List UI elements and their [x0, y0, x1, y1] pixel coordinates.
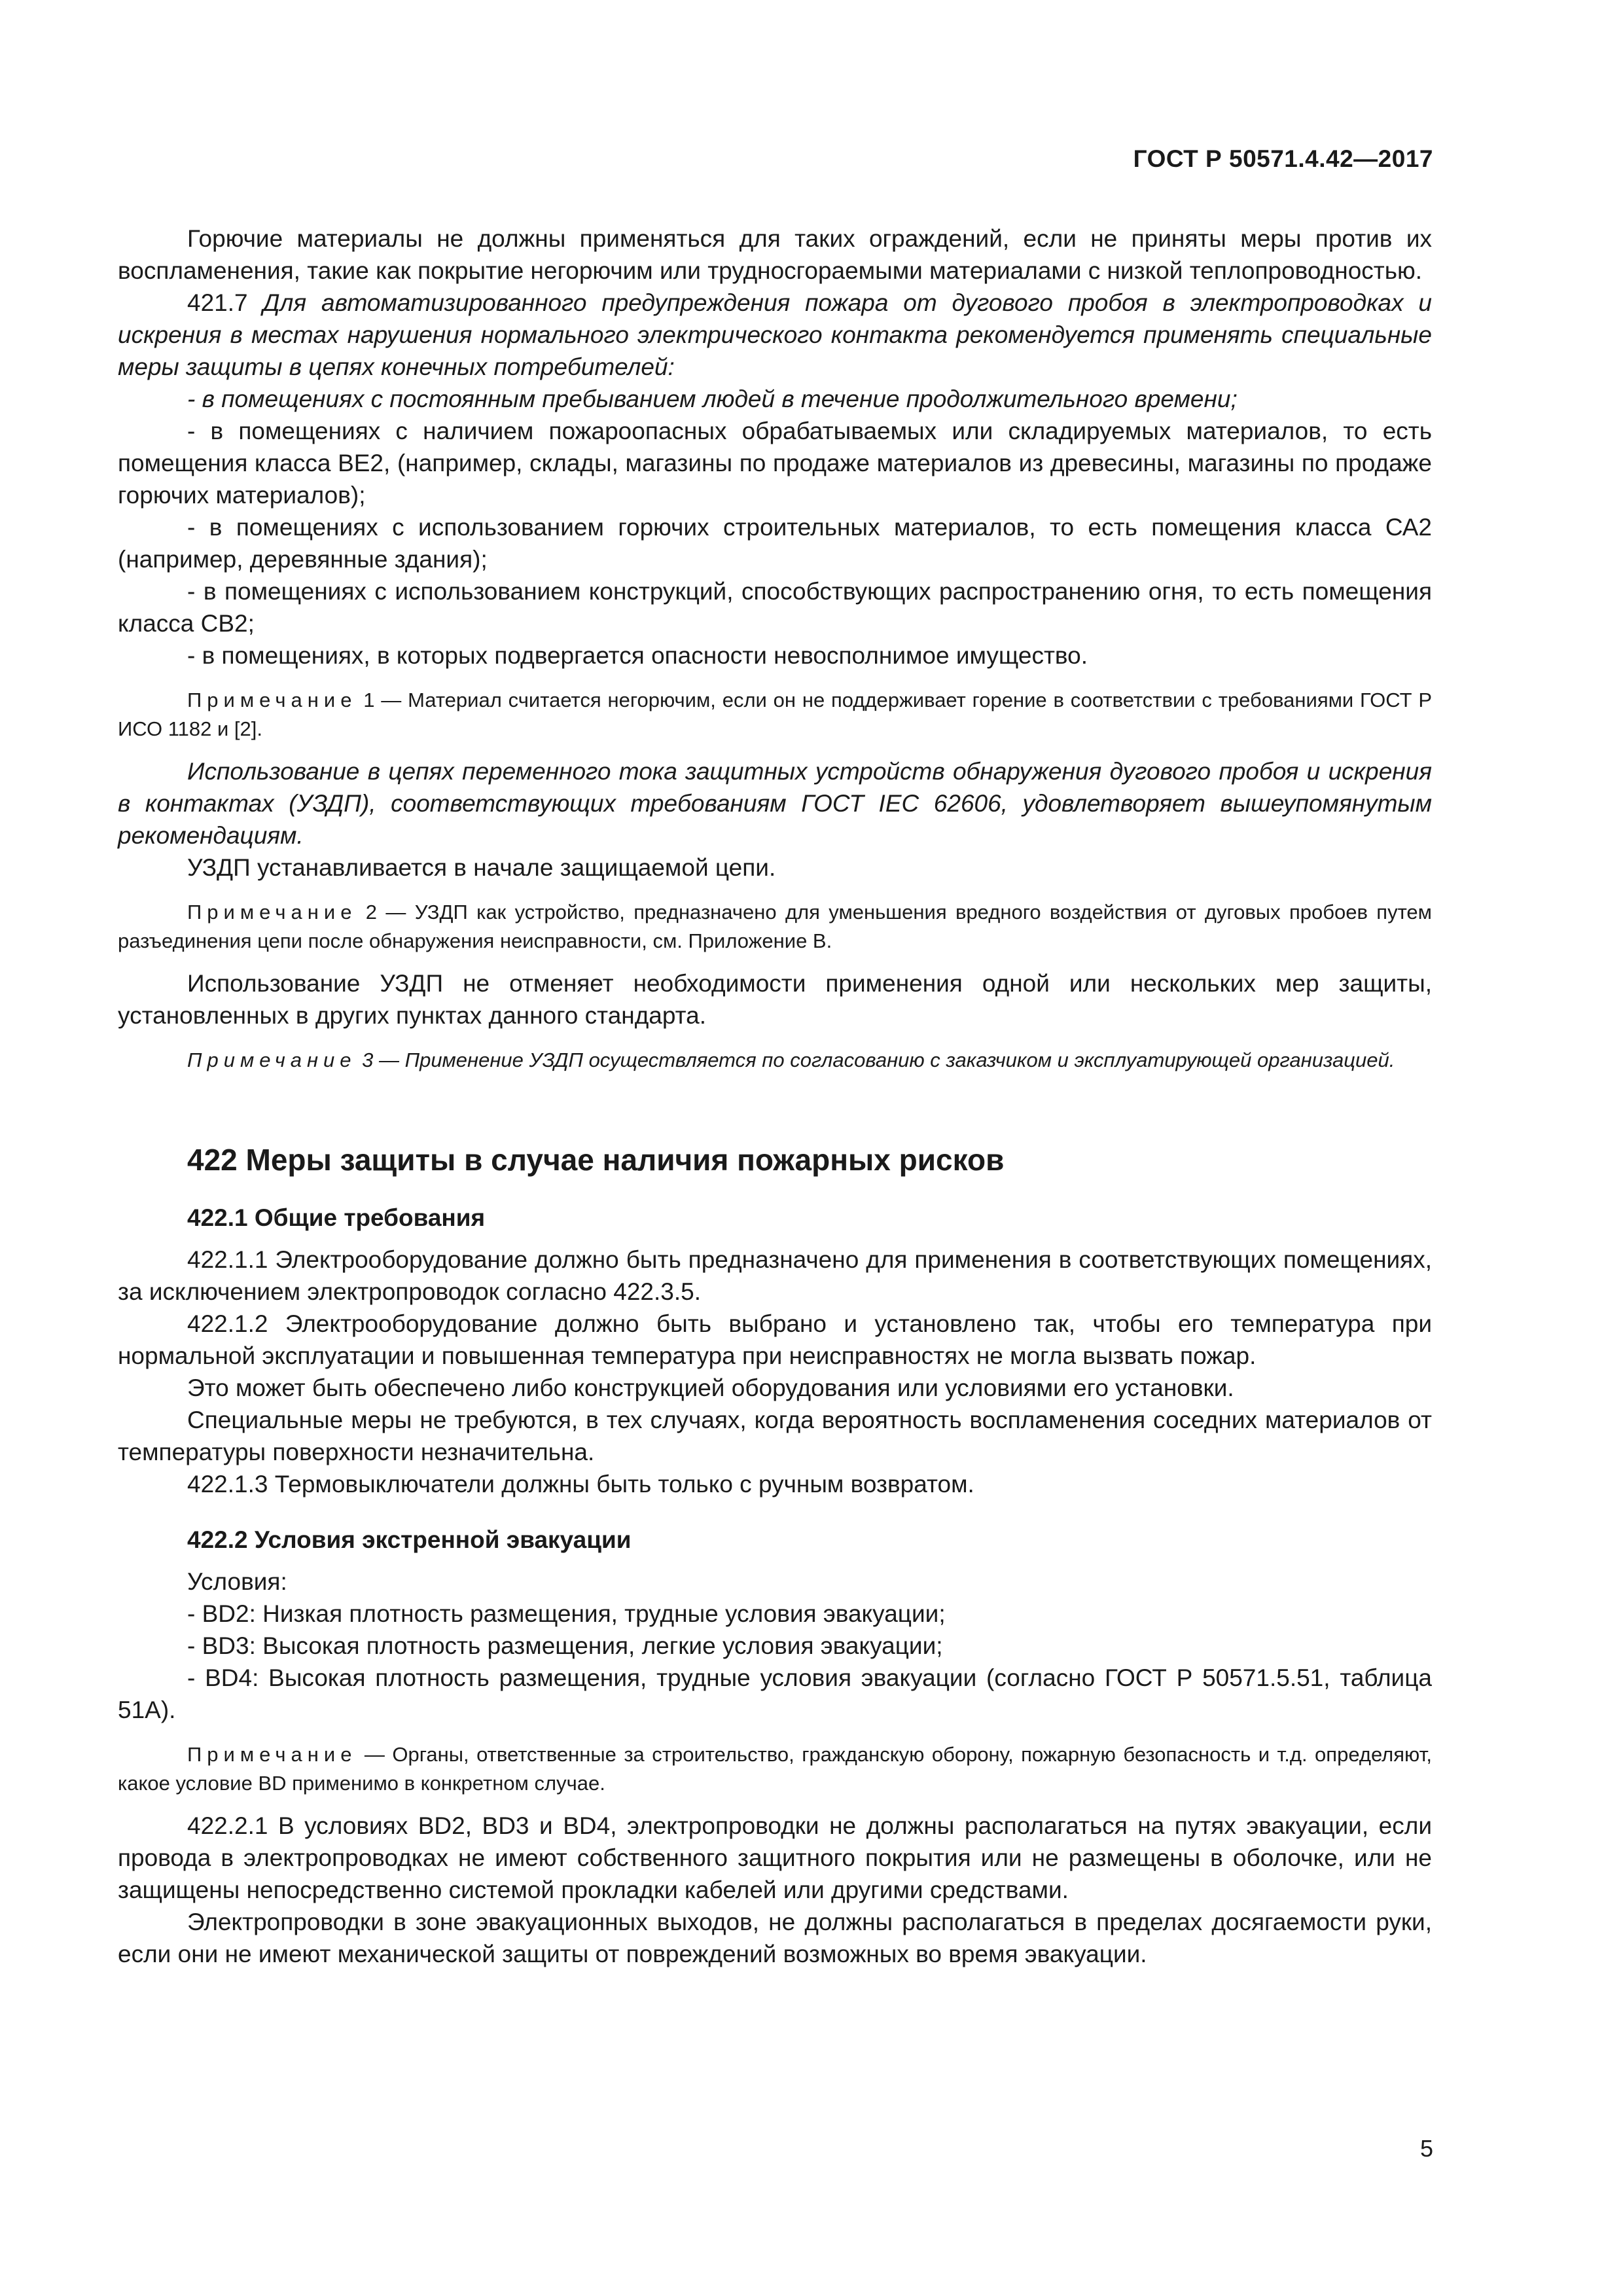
list-item: - в помещениях с наличием пожароопасных обрабатываемых или складируемых материалов, то есть помещения класса ВЕ2, (например, склады, магазины по продаже материалов из древесины, магазины по продаже горючих материалов); — [118, 418, 1432, 509]
note-3 — [118, 1046, 1432, 1075]
list-item: - в помещениях с использованием конструкций, способствующих распространению огня, то есть помещения класса СВ2; — [118, 578, 1432, 637]
note-text: 1 — Материал считается негорючим, если он не поддерживает горение в соответствии с требованиями ГОСТ Р ИСО 1182 и [2]. — [118, 689, 1432, 740]
paragraph: 422.1.3 Термовыключатели должны быть только с ручным возвратом. — [187, 1471, 974, 1498]
document-body — [118, 223, 1432, 1970]
note-label: Примечание — [187, 1743, 357, 1766]
paragraph: 422.1.2 Электрооборудование должно быть выбрано и установлено так, чтобы его температура при нормальной эксплуатации и повышенная температура при неисправностях не могла вызвать пожар. — [118, 1310, 1432, 1369]
paragraph: Использование УЗДП не отменяет необходимости применения одной или нескольких мер защиты, установленных в других пунктах данного стандарта. — [118, 970, 1432, 1029]
subsection-heading-422-2: 422.2 Условия экстренной эвакуации — [187, 1526, 632, 1553]
paragraph: Специальные меры не требуются, в тех случаях, когда вероятность воспламенения соседних материалов от температуры поверхности незначительна. — [118, 1407, 1432, 1465]
list-item: - в помещениях с использованием горючих строительных материалов, то есть помещения класса СА2 (например, деревянные здания); — [118, 514, 1432, 573]
note-text: — Органы, ответственные за строительство, гражданскую оборону, пожарную безопасность и т.д. определяют, какое условие BD применимо в конкретном случае. — [118, 1743, 1432, 1795]
paragraph: УЗДП устанавливается в начале защищаемой цепи. — [187, 854, 776, 881]
list-item: - в помещениях с постоянным пребыванием людей в течение продолжительного времени; — [187, 386, 1238, 412]
note-text: 3 — Применение УЗДП осуществляется по согласованию с заказчиком и эксплуатирующей организацией. — [356, 1049, 1395, 1071]
paragraph: Горючие материалы не должны применяться для таких ограждений, если не приняты меры против их воспламенения, такие как покрытие негорючим или трудносгораемыми материалами с низкой теплопроводностью. — [118, 225, 1432, 284]
paragraph: Электропроводки в зоне эвакуационных выходов, не должны располагаться в пределах досягаемости руки, если они не имеют механической защиты от повреждений возможных во время эвакуации. — [118, 1909, 1432, 1967]
note-4 — [118, 1740, 1432, 1798]
clause-number: 421.7 — [187, 289, 248, 316]
clause-421-7 — [118, 287, 1432, 383]
paragraph: Использование в цепях переменного тока защитных устройств обнаружения дугового пробоя и искрения в контактах (УЗДП), соответствующих требованиям ГОСТ IEC 62606, удовлетворяет вышеупомянутым рекомендациям. — [118, 758, 1432, 849]
document-id-header: ГОСТ Р 50571.4.42—2017 — [1133, 145, 1433, 172]
note-text: 2 — УЗДП как устройство, предназначено для уменьшения вредного воздействия от дуговых пробоев путем разъединения цепи после обнаружения неисправности, см. Приложение В. — [118, 901, 1432, 952]
paragraph: Это может быть обеспечено либо конструкцией оборудования или условиями его установки. — [187, 1374, 1234, 1401]
paragraph: Условия: — [187, 1568, 287, 1595]
note-label: Примечание — [187, 1049, 357, 1071]
clause-text: Для автоматизированного предупреждения пожара от дугового пробоя в электропроводках и искрения в местах нарушения нормального электрического контакта рекомендуется применять специальные меры защиты в цепях конечных потребителей: — [118, 289, 1433, 380]
note-1 — [118, 686, 1432, 744]
paragraph: 422.2.1 В условиях BD2, BD3 и BD4, электропроводки не должны располагаться на путях эвакуации, если провода в электропроводках не имеют собственного защитного покрытия или не размещены в оболочке, или не защищены непосредственно системой прокладки кабелей или другими средствами. — [118, 1812, 1432, 1903]
section-heading-422: 422 Меры защиты в случае наличия пожарных рисков — [187, 1143, 1005, 1177]
list-item: - BD2: Низкая плотность размещения, трудные условия эвакуации; — [187, 1600, 946, 1627]
note-label: Примечание — [187, 901, 357, 924]
list-item: - BD3: Высокая плотность размещения, легкие условия эвакуации; — [187, 1632, 943, 1659]
list-item: - в помещениях, в которых подвергается опасности невосполнимое имущество. — [187, 642, 1088, 669]
page-number: 5 — [1419, 2135, 1433, 2162]
list-item: - BD4: Высокая плотность размещения, трудные условия эвакуации (согласно ГОСТ Р 50571.5.51, таблица 51А). — [118, 1664, 1432, 1723]
subsection-heading-422-1: 422.1 Общие требования — [187, 1204, 486, 1231]
note-label: Примечание — [187, 689, 357, 711]
paragraph: 422.1.1 Электрооборудование должно быть предназначено для применения в соответствующих помещениях, за исключением электропроводок согласно 422.3.5. — [118, 1246, 1432, 1305]
note-2 — [118, 898, 1432, 956]
